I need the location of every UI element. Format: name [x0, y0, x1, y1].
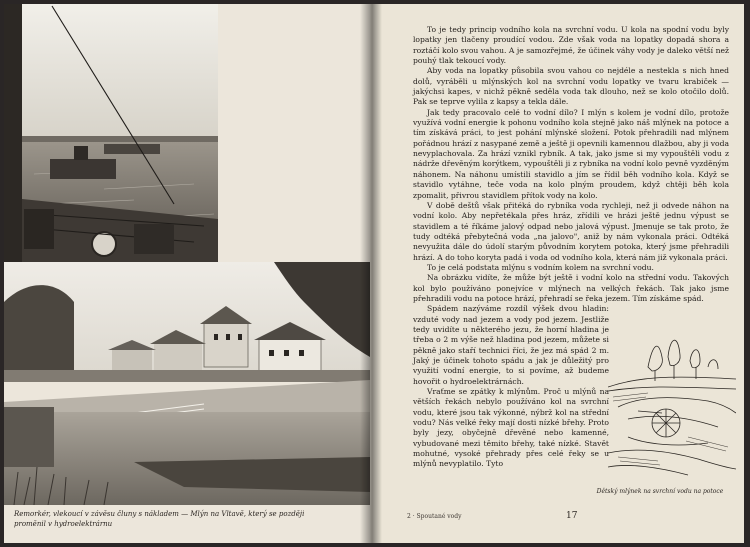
footer-signature: 2 · Spoutané vody	[407, 513, 462, 520]
page-number: 17	[566, 511, 578, 521]
paragraph: Na obrázku vidíte, že může být ještě i vodní kolo na střední vodu. Takových kol bylo používáno ponejvíce v mlýnech na velkých řekách. Tak jako jsme přehradili vodu na potoce hrází, přehradí se řeka jezem. Tím získáme spád.	[413, 273, 729, 303]
mill-photo	[4, 262, 370, 505]
paragraph: Spádem nazýváme rozdíl výšek dvou hladin: vzduté vody nad jezem a vody pod jezem. Jestliže tedy uvidíte u některého jezu, že horní hladina je třeba o 2 m výše než hladina pod jezem, můžete si pěkně jako staří technici říci, že jez má spád 2 m. Jaký je účinek tohoto spádu a jak je důležitý pro využití vodní energie, to si povíme, až budeme hovořit o hydroelektrárnách.	[413, 304, 609, 386]
paragraph: Aby voda na lopatky působila svou vahou co nejdéle a nestekla s nich hned dolů, vyráběli u mlýnských kol na svrchní vodu lopatky ve tvaru krabiček — jakýchsi kapes, v nichž pěkně seděla voda tak dlouho, než se kolo otočilo dolů. Pak se teprve vylila z kapsy a tekla dále.	[413, 66, 729, 107]
illustration-caption: Dětský mlýnek na svrchní vodu na potoce	[596, 488, 724, 495]
water-mill-illustration	[608, 327, 736, 487]
right-page	[370, 4, 744, 543]
left-page	[4, 4, 370, 543]
paragraph: To je tedy princip vodního kola na svrchní vodu. U kola na spodní vodu byly lopatky jen tlačeny proudící vodou. Zde však voda na lopatky dopadá shora a roztáčí kolo svou vahou. A je samozřejmé, že účinek váhy vody je daleko větší než pouhý tlak tekoucí vody.	[413, 25, 729, 66]
tugboat-photo	[4, 4, 218, 262]
paragraph: V době deštů však přitéká do rybníka voda rychleji, než ji odvede náhon na vodní kolo. Aby nepřetékala přes hráz, zřídili ve hrázi ještě jednu výpust se stavidlem a té říkáme jalový odpad nebo jalová výpust. Jmenuje se tak proto, že tudy odtéká přebytečná voda „na jalovo", aniž by nám vykonala práci. Odtéká nevyužita dále do údolí starým původním korytem potoka, který jsme přehradili hrází. A do toho koryta padá i voda od vodního kola, která nám již vykonala práci.	[413, 200, 729, 262]
paragraph: To je celá podstata mlýnu s vodním kolem na svrchní vodu.	[427, 262, 654, 272]
paragraph: Vraťme se zpátky k mlýnům. Proč u mlýnů na větších řekách nebylo používáno kol na svrchní vodu, které jsou tak výkonné, nýbrž kol na střední vodu? Nás velké řeky mají dosti nízké břehy. Proto byly jezy, obyčejně dřevěné nebo kamenné, vybudované mezi těmito břehy, také nízké. Stavět mohutné, vysoké přehrady přes celé řeky se u mlýnů nevyplatilo. Tyto	[413, 387, 609, 469]
photo-caption: Remorkér, vlekoucí v závěsu čluny s nákladem — Mlýn na Vltavě, který se později proměnil v hydroelektrárnu	[14, 510, 305, 528]
paragraph: Jak tedy pracovalo celé to vodní dílo? I mlýn s kolem je vodní dílo, protože využívá vodní energie k pohonu vodního kola stejně jako náš mlýnek na potoce a tím získává práci, to jest pohání mlýnské složení. Potok přehradili nad mlýnem pořádnou hrází z nasypané země a ještě ji opevnili kamennou dlažbou, aby ji voda nevyplachovala. Za hrází vznikl rybník. A tak, jako jsme si my vypouštěli vodu z nádrže dřevěným korýtkem, vypouštěli ji z rybníka na vodní kolo pevně vyzděným náhonem. Na náhonu umístili stavidlo a jím se řídil běh vodního kola. Když se stavidlo vytáhne, teče voda na kolo plným proudem, když chtěji běh kola zpomalit, přivrou stavidlem přítok vody na kolo.	[413, 107, 729, 200]
